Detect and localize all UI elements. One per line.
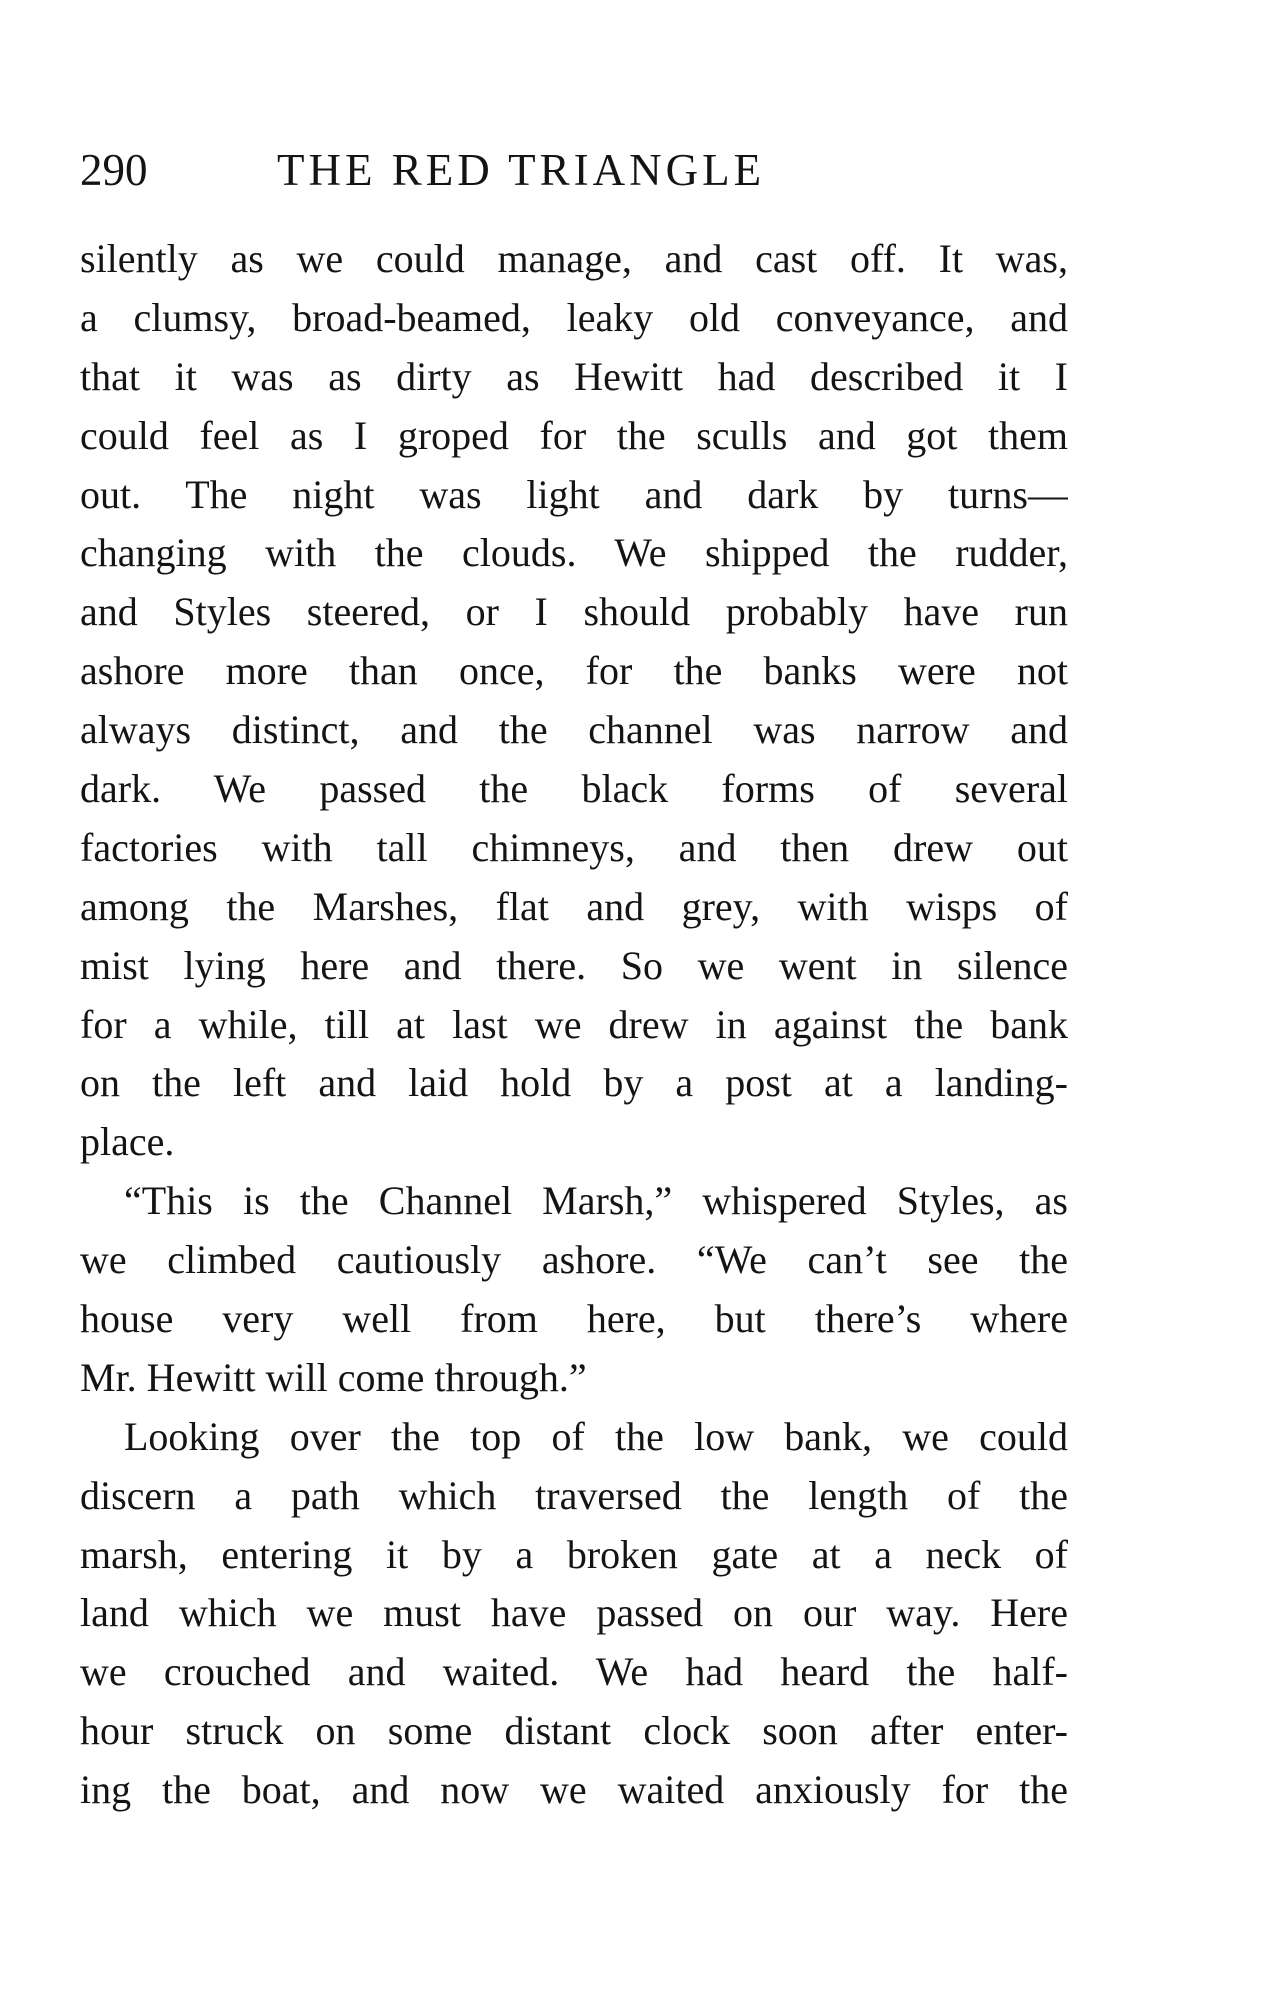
text-line: house very well from here, but there’s where [80, 1296, 1068, 1342]
text-line: mist lying here and there. So we went in silence [80, 942, 1068, 988]
text-line: that it was as dirty as Hewitt had described it I [80, 353, 1068, 399]
paragraph-start-line: “This is the Channel Marsh,” whispered Styles, as [124, 1178, 1068, 1224]
text-line: ashore more than once, for the banks were not [80, 648, 1068, 694]
text-line: factories with tall chimneys, and then drew out [80, 824, 1068, 870]
text-line: we crouched and waited. We had heard the half- [80, 1649, 1068, 1695]
paragraph-end-line: place. [80, 1119, 175, 1165]
text-line: out. The night was light and dark by turns— [80, 471, 1068, 517]
body-text [80, 230, 1068, 1820]
running-title: THE RED TRIANGLE [277, 145, 766, 195]
text-line: marsh, entering it by a broken gate at a neck of [80, 1531, 1068, 1577]
text-line: for a while, till at last we drew in against the bank [80, 1001, 1068, 1047]
paragraph-start-line: Looking over the top of the low bank, we could [124, 1413, 1068, 1459]
text-line: ing the boat, and now we waited anxiously for the [80, 1767, 1068, 1813]
text-line: we climbed cautiously ashore. “We can’t see the [80, 1237, 1068, 1283]
text-line: discern a path which traversed the length of the [80, 1472, 1068, 1518]
page-number: 290 [80, 145, 148, 195]
text-line: and Styles steered, or I should probably have run [80, 589, 1068, 635]
text-line: hour struck on some distant clock soon after enter- [80, 1708, 1068, 1754]
text-line: on the left and laid hold by a post at a landing- [80, 1060, 1068, 1106]
text-line: always distinct, and the channel was narrow and [80, 707, 1068, 753]
text-line: dark. We passed the black forms of several [80, 766, 1068, 812]
text-line: silently as we could manage, and cast off. It was, [80, 236, 1068, 281]
paragraph-end-line: Mr. Hewitt will come through.” [80, 1354, 587, 1400]
text-line: land which we must have passed on our way. Here [80, 1590, 1068, 1636]
running-head [80, 140, 1080, 200]
text-line: could feel as I groped for the sculls and got them [80, 412, 1068, 458]
text-line: changing with the clouds. We shipped the rudder, [80, 530, 1068, 576]
text-line: a clumsy, broad-beamed, leaky old conveyance, and [80, 294, 1068, 340]
text-line: among the Marshes, flat and grey, with wisps of [80, 883, 1068, 929]
